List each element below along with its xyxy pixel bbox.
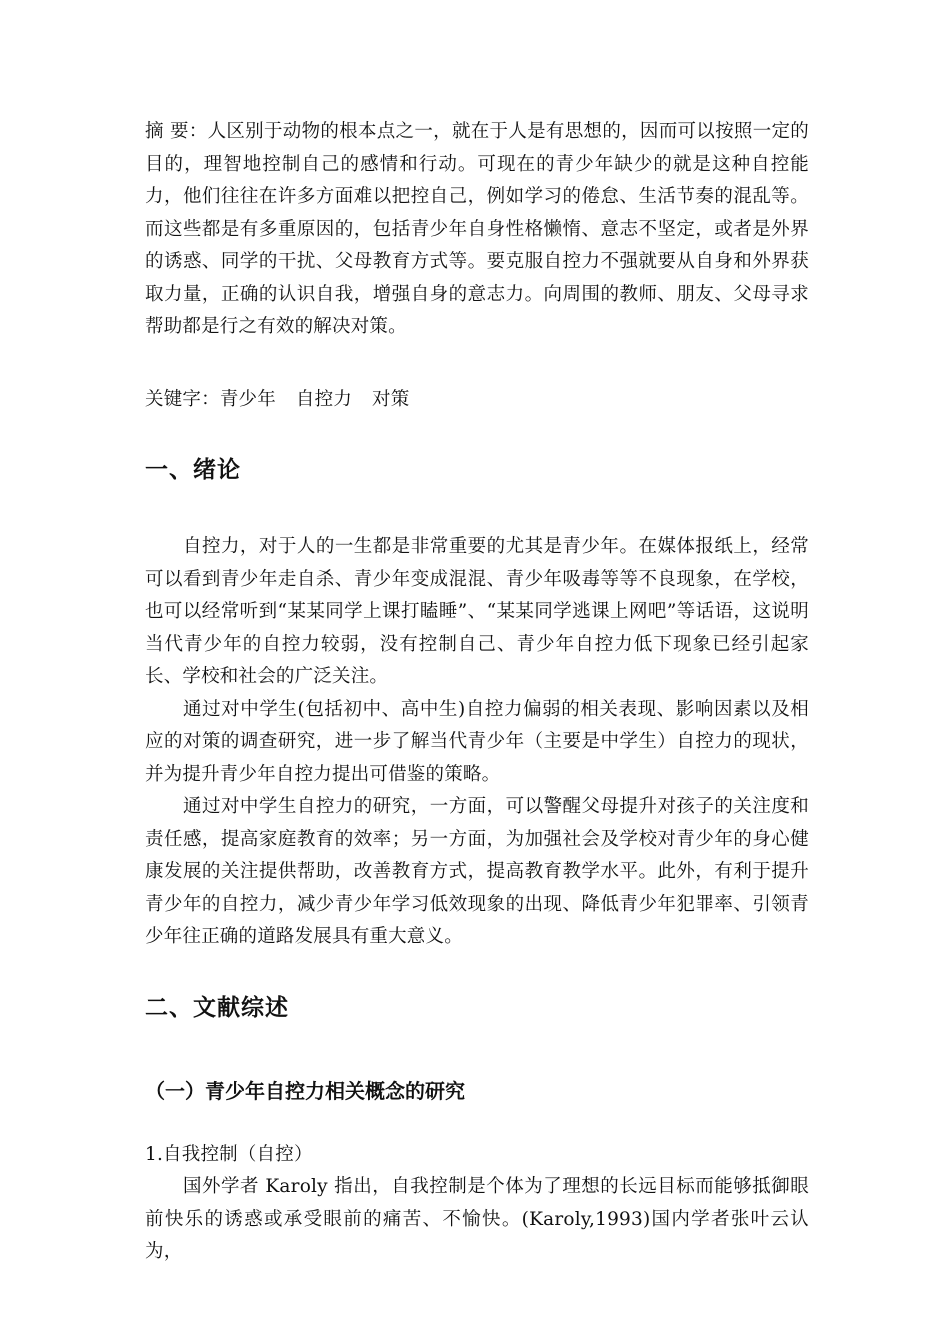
intro-paragraph-3: 通过对中学生自控力的研究，一方面，可以警醒父母提升对孩子的关注度和责任感，提高家庭教育的效率；另一方面，为加强社会及学校对青少年的身心健康发展的关注提供帮助，改善教育方式，提高教育教学水平。此外，有利于提升青少年的自控力，减少青少年学习低效现象的出现、降低青少年犯罪率、引领青少年往正确的道路发展具有重大意义。 <box>145 796 809 947</box>
abstract-label: 摘 要： <box>145 121 208 142</box>
intro-paragraph-1: 自控力，对于人的一生都是非常重要的尤其是青少年。在媒体报纸上，经常可以看到青少年走自杀、青少年变成混混、青少年吸毒等等不良现象，在学校，也可以经常听到“某某同学上课打瞌睡”、“某某同学逃课上网吧”等话语，这说明当代青少年的自控力较弱，没有控制自己、青少年自控力低下现象已经引起家长、学校和社会的广泛关注。 <box>145 536 809 687</box>
subsection-heading: （一）青少年自控力相关概念的研究 <box>145 1078 465 1103</box>
keyword-1: 青少年 <box>219 388 276 410</box>
abstract-text: 人区别于动物的根本点之一，就在于人是有思想的，因而可以按照一定的目的，理智地控制自己的感情和行动。可现在的青少年缺少的就是这种自控能力，他们往往在许多方面难以把控自己，例如学习的倦怠、生活节奏的混乱等。而这些都是有多重原因的，包括青少年自身性格懒惰、意志不坚定，或者是外界的诱惑、同学的干扰、父母教育方式等。要克服自控力不强就要从自身和外界获取力量，正确的认识自我，增强自身的意志力。向周围的教师、朋友、父母寻求帮助都是行之有效的解决对策。 <box>145 121 809 337</box>
abstract <box>145 116 809 344</box>
keywords-label: 关键字： <box>145 388 220 410</box>
keywords <box>145 384 809 417</box>
page-content <box>145 116 809 1269</box>
item-title: 1.自我控制（自控） <box>145 1143 313 1165</box>
section-heading-literature-review: 二、文献综述 <box>145 994 289 1021</box>
literature-paragraph-1: 国外学者 Karoly 指出，自我控制是个体为了理想的长远目标而能够抵御眼前快乐的诱惑或承受眼前的痛苦、不愉快。(Karoly,1993)国内学者张叶云认为， <box>145 1176 809 1262</box>
intro-paragraph-2: 通过对中学生(包括初中、高中生)自控力偏弱的相关表现、影响因素以及相应的对策的调查研究，进一步了解当代青少年（主要是中学生）自控力的现状，并为提升青少年自控力提出可借鉴的策略。 <box>145 698 809 785</box>
keyword-2: 自控力 <box>295 388 353 410</box>
keyword-3: 对策 <box>372 388 410 410</box>
section-heading-introduction: 一、绪论 <box>145 457 241 483</box>
